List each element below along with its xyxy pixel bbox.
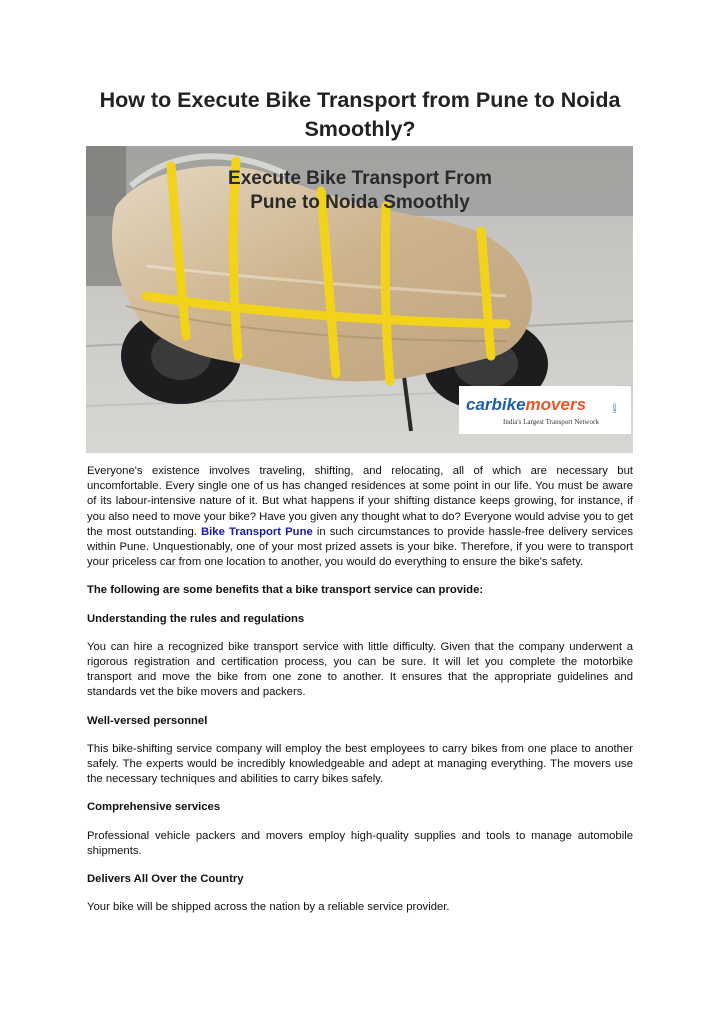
section-body-personnel: This bike-shifting service company will employ the best employees to carry bikes from one place to another safely. The experts would be incredibly knowledgeable and adept at managing everything. The movers use the necessary techniques and abilities to carry bikes safely. xyxy=(87,742,633,786)
carbikemovers-logo xyxy=(459,386,631,434)
logo-brand-a: carbike xyxy=(466,395,526,414)
section-body-delivery: Your bike will be shipped across the nation by a reliable service provider. xyxy=(87,901,450,914)
hero-overlay-line1: Execute Bike Transport From xyxy=(228,168,492,189)
benefits-heading: The following are some benefits that a bike transport service can provide: xyxy=(87,584,484,597)
section-heading-delivery: Delivers All Over the Country xyxy=(87,873,244,886)
section-heading-comprehensive: Comprehensive services xyxy=(87,801,221,814)
bike-transport-pune-link[interactable]: Bike Transport Pune xyxy=(201,525,313,538)
section-heading-rules: Understanding the rules and regulations xyxy=(87,612,305,625)
logo-brand-b: movers xyxy=(525,395,587,414)
intro-text-before-link: Everyone's existence involves traveling, shifting, and relocating, all of which are necessary but uncomfortable. Every single one of us has changed residences at some point in our life. You must be aware of its labour-intensive nature of it. But what happens if your shifting distance keeps growing, for instance, if you also need to move your bike? Have you given any thought what to do? Everyone would advise you to get the most outstanding. xyxy=(87,465,633,538)
section-heading-personnel: Well-versed personnel xyxy=(87,714,208,727)
section-body-comprehensive: Professional vehicle packers and movers employ high-quality supplies and tools to manage automobile shipments. xyxy=(87,829,633,857)
svg-text:carbikemovers xyxy=(466,395,586,414)
hero-overlay-line2: Pune to Noida Smoothly xyxy=(250,192,470,213)
section-body-rules: You can hire a recognized bike transport service with little difficulty. Given that the company underwent a rigorous registration and certification process, you can be sure. It will let you complete the motorbike transport and move the bike from one zone to another. It ensures that the appropriate guidelines and standards vet the bike movers and packers. xyxy=(87,640,633,699)
logo-tld: .com xyxy=(611,402,617,413)
page-title: How to Execute Bike Transport from Pune to Noida Smoothly? xyxy=(99,88,621,141)
logo-tagline: India's Largest Transport Network xyxy=(503,418,599,426)
intro-text-after-link: in such circumstances to provide hassle-free delivery services within Pune. Unquestionably, one of your most prized assets is your bike. Therefore, if you were to transport your priceless car from one location to another, you would do everything to ensure the bike's safety. xyxy=(87,525,633,569)
article-body xyxy=(87,464,633,915)
hero-image xyxy=(86,146,633,453)
intro-paragraph xyxy=(87,464,633,570)
